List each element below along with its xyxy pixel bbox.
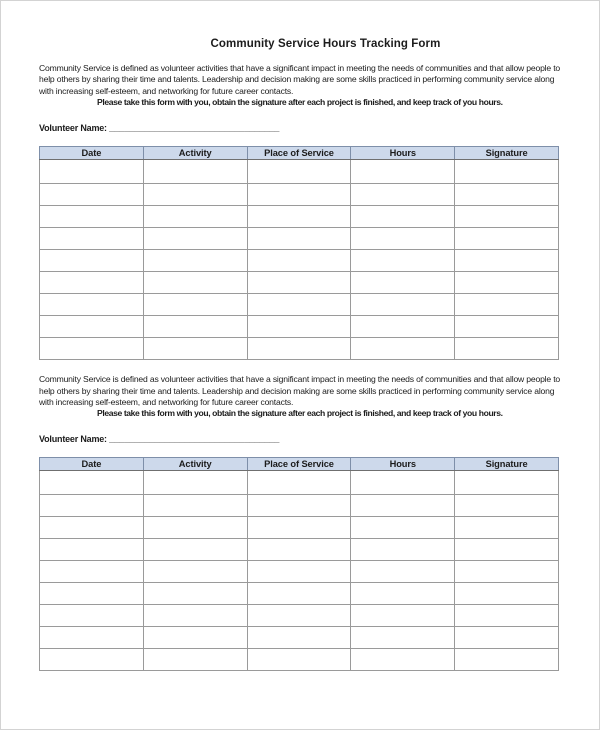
table-row [40, 471, 559, 495]
table-row [40, 228, 559, 250]
table-row [40, 539, 559, 561]
empty-cell [247, 583, 351, 605]
table-row [40, 206, 559, 228]
intro-text: Community Service is defined as volunteer activities that have a significant impact in meeting the needs of communities and that allow people to help others by sharing their time and talents. Leadership and decision making are some skills practiced in performing community service along with increasing self-esteem, and networking for future career contacts. [39, 63, 561, 96]
volunteer-name-blank: __________________________________ [109, 122, 280, 133]
empty-cell [247, 272, 351, 294]
empty-cell [40, 539, 144, 561]
empty-cell [143, 206, 247, 228]
empty-cell [351, 627, 455, 649]
page-title: Community Service Hours Tracking Form [210, 38, 441, 50]
header-row [40, 458, 559, 471]
empty-cell [351, 539, 455, 561]
empty-cell [455, 184, 559, 206]
empty-cell [40, 561, 144, 583]
empty-cell [351, 583, 455, 605]
empty-cell [143, 316, 247, 338]
intro-text: Community Service is defined as volunteer activities that have a significant impact in meeting the needs of communities and that allow people to help others by sharing their time and talents. Leadership and decision making are some skills practiced in performing community service along with increasing self-esteem, and networking for future career contacts. [39, 374, 561, 407]
empty-cell [247, 228, 351, 250]
form-section-1 [39, 63, 574, 360]
empty-cell [247, 605, 351, 627]
empty-cell [143, 272, 247, 294]
empty-cell [143, 338, 247, 360]
empty-cell [40, 250, 144, 272]
empty-cell [143, 495, 247, 517]
empty-cell [143, 583, 247, 605]
table-row [40, 294, 559, 316]
volunteer-name-line [39, 434, 574, 446]
column-header-place-of-service: Place of Service [247, 458, 351, 471]
empty-cell [351, 250, 455, 272]
empty-cell [143, 250, 247, 272]
column-header-hours: Hours [351, 458, 455, 471]
empty-cell [143, 649, 247, 671]
column-header-date: Date [40, 147, 144, 160]
empty-cell [143, 561, 247, 583]
empty-cell [40, 272, 144, 294]
empty-cell [351, 184, 455, 206]
column-header-activity: Activity [143, 458, 247, 471]
empty-cell [455, 517, 559, 539]
empty-cell [455, 272, 559, 294]
instruction-text: Please take this form with you, obtain the signature after each project is finished, and keep track of you hours. [97, 97, 503, 108]
empty-cell [351, 228, 455, 250]
empty-cell [40, 206, 144, 228]
table-row [40, 160, 559, 184]
empty-cell [40, 338, 144, 360]
empty-cell [143, 539, 247, 561]
empty-cell [455, 627, 559, 649]
empty-cell [351, 206, 455, 228]
column-header-signature: Signature [455, 147, 559, 160]
empty-cell [40, 184, 144, 206]
table-row [40, 316, 559, 338]
empty-cell [247, 206, 351, 228]
empty-cell [40, 160, 144, 184]
empty-cell [143, 605, 247, 627]
volunteer-name-line [39, 123, 574, 135]
empty-cell [247, 561, 351, 583]
empty-cell [455, 316, 559, 338]
empty-cell [40, 294, 144, 316]
table-row [40, 517, 559, 539]
table-row [40, 250, 559, 272]
empty-cell [40, 583, 144, 605]
empty-cell [143, 160, 247, 184]
empty-cell [40, 627, 144, 649]
column-header-signature: Signature [455, 458, 559, 471]
empty-cell [455, 294, 559, 316]
empty-cell [40, 471, 144, 495]
table-row [40, 583, 559, 605]
empty-cell [247, 160, 351, 184]
empty-cell [455, 471, 559, 495]
empty-cell [143, 517, 247, 539]
empty-cell [247, 338, 351, 360]
column-header-hours: Hours [351, 147, 455, 160]
empty-cell [455, 583, 559, 605]
empty-cell [351, 605, 455, 627]
empty-cell [351, 272, 455, 294]
empty-cell [351, 294, 455, 316]
empty-cell [247, 250, 351, 272]
empty-cell [40, 605, 144, 627]
empty-cell [247, 627, 351, 649]
empty-cell [455, 250, 559, 272]
empty-cell [247, 649, 351, 671]
empty-cell [351, 495, 455, 517]
table-row [40, 184, 559, 206]
header-row [40, 147, 559, 160]
table-row [40, 338, 559, 360]
volunteer-name-label: Volunteer Name: [39, 122, 107, 133]
empty-cell [351, 561, 455, 583]
empty-cell [143, 184, 247, 206]
empty-cell [351, 471, 455, 495]
empty-cell [351, 160, 455, 184]
empty-cell [455, 206, 559, 228]
empty-cell [143, 294, 247, 316]
volunteer-name-blank: __________________________________ [109, 433, 280, 444]
table-row [40, 561, 559, 583]
empty-cell [455, 561, 559, 583]
empty-cell [40, 517, 144, 539]
empty-cell [143, 228, 247, 250]
empty-cell [455, 338, 559, 360]
empty-cell [143, 471, 247, 495]
empty-cell [247, 539, 351, 561]
table-row [40, 495, 559, 517]
hours-table [39, 457, 559, 671]
column-header-activity: Activity [143, 147, 247, 160]
column-header-date: Date [40, 458, 144, 471]
empty-cell [455, 228, 559, 250]
empty-cell [247, 294, 351, 316]
empty-cell [455, 160, 559, 184]
column-header-place-of-service: Place of Service [247, 147, 351, 160]
empty-cell [247, 471, 351, 495]
table-row [40, 605, 559, 627]
table-row [40, 272, 559, 294]
instruction-text: Please take this form with you, obtain the signature after each project is finished, and keep track of you hours. [97, 408, 503, 419]
empty-cell [247, 184, 351, 206]
empty-cell [40, 228, 144, 250]
hours-table [39, 146, 559, 360]
empty-cell [351, 649, 455, 671]
empty-cell [455, 605, 559, 627]
empty-cell [143, 627, 247, 649]
empty-cell [40, 495, 144, 517]
table-row [40, 649, 559, 671]
empty-cell [455, 539, 559, 561]
empty-cell [40, 316, 144, 338]
empty-cell [247, 495, 351, 517]
empty-cell [351, 338, 455, 360]
form-section-2 [39, 374, 574, 671]
empty-cell [351, 517, 455, 539]
volunteer-name-label: Volunteer Name: [39, 433, 107, 444]
empty-cell [247, 517, 351, 539]
empty-cell [455, 649, 559, 671]
table-row [40, 627, 559, 649]
empty-cell [455, 495, 559, 517]
empty-cell [40, 649, 144, 671]
empty-cell [247, 316, 351, 338]
empty-cell [351, 316, 455, 338]
